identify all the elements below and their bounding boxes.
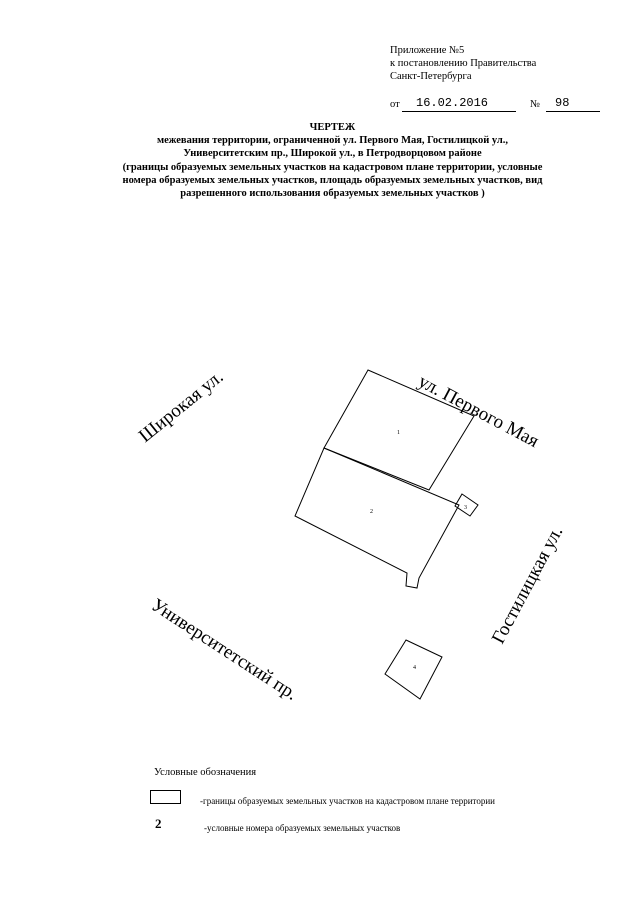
- appendix-line-1: Приложение №5: [390, 45, 465, 56]
- street-label-pervogo-maya: ул. Первого Мая: [414, 370, 543, 452]
- appendix-line-3: Санкт-Петербурга: [390, 71, 472, 82]
- heading-line-3: (границы образуемых земельных участков на кадастровом плане территории, условные: [122, 161, 543, 173]
- appendix-line-2: к постановлению Правительства: [390, 58, 537, 69]
- legend-number-sample: 2: [155, 816, 162, 831]
- number-label: №: [530, 99, 541, 110]
- heading-title: ЧЕРТЕЖ: [309, 122, 356, 133]
- document-date: 16.02.2016: [416, 96, 489, 110]
- heading-line-1: межевания территории, ограниченной ул. Первого Мая, Гостилицкой ул.,: [156, 135, 509, 147]
- heading-line-2: Университетским пр., Широкой ул., в Петродворцовом районе: [183, 148, 482, 160]
- parcel-2-number: 2: [370, 509, 373, 515]
- legend-boundary-swatch: [150, 790, 181, 804]
- heading-line-4: номера образуемых земельных участков, площадь образуемых земельных участков, вид: [122, 174, 543, 186]
- street-label-gostilitskaya: Гостилицкая ул.: [487, 522, 568, 648]
- heading-line-5: разрешенного использования образуемых земельных участков ): [180, 188, 485, 200]
- parcel-1-number: 1: [397, 430, 400, 436]
- parcel-4-number: 4: [413, 665, 416, 671]
- date-from-label: от: [390, 99, 400, 110]
- legend-title: Условные обозначения: [154, 767, 257, 778]
- street-label-shirokaya: Широкая ул.: [134, 366, 228, 447]
- parcel-3-number: 3: [464, 505, 467, 511]
- document-number: 98: [555, 96, 570, 110]
- street-label-universitetsky: Университетский пр.: [147, 594, 302, 705]
- legend-number-text: -условные номера образуемых земельных участков: [204, 823, 401, 833]
- legend-boundary-text: -границы образуемых земельных участков на кадастровом плане территории: [200, 796, 495, 806]
